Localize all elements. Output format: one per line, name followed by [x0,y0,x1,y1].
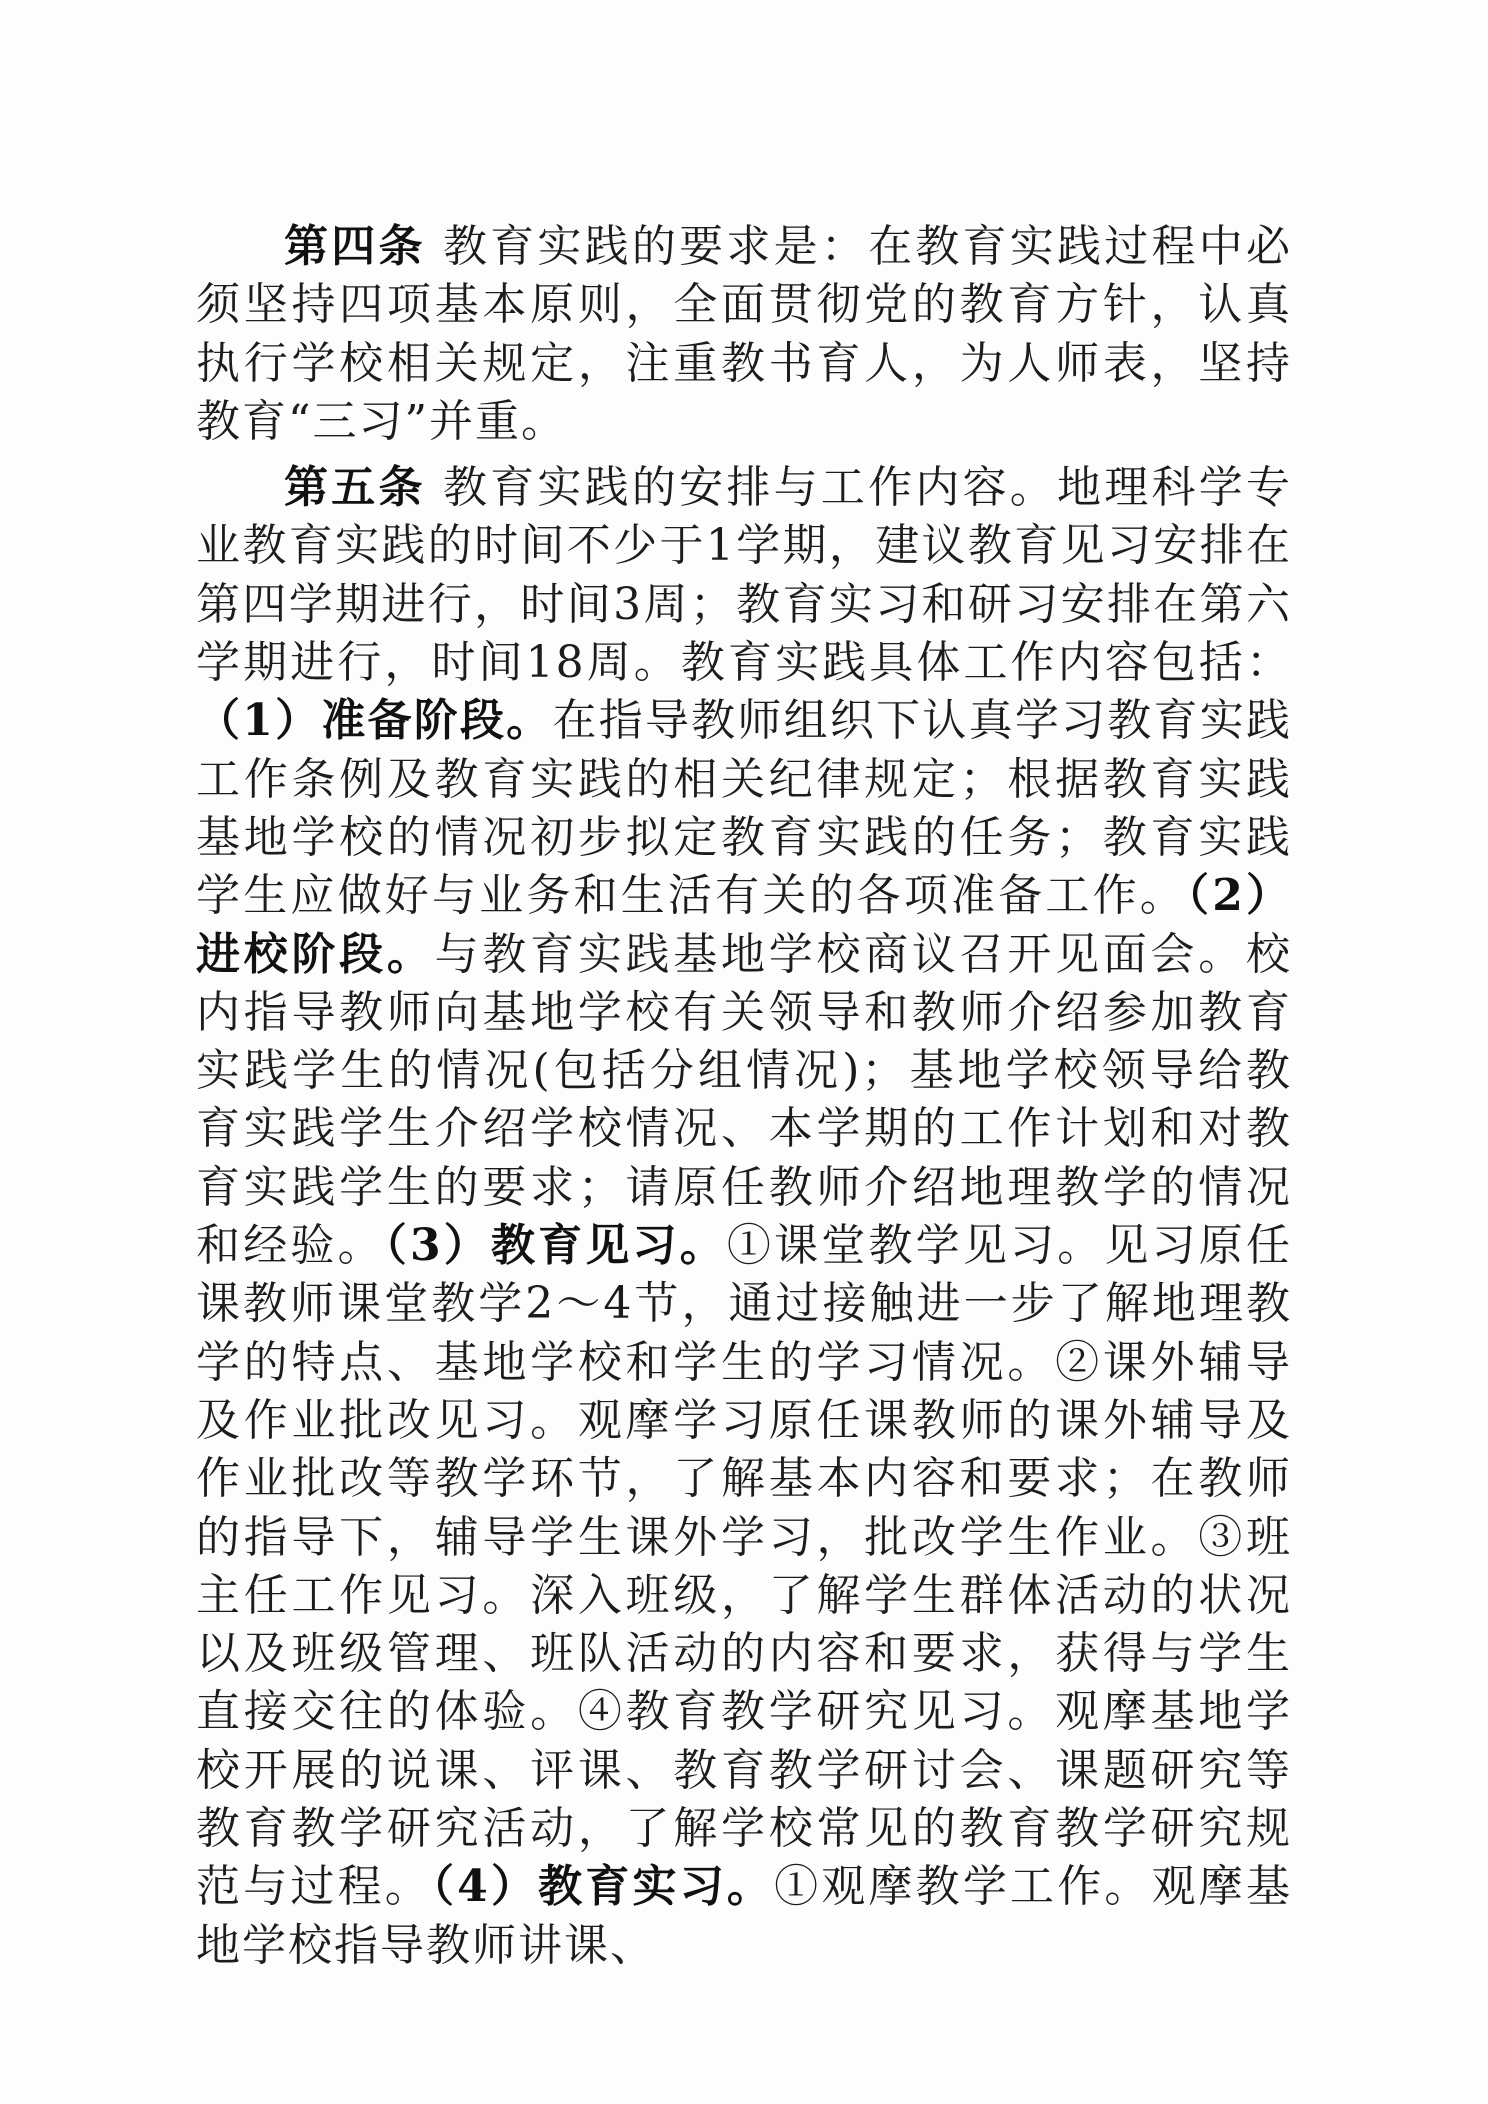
article-5-intro: 教育实践的安排与工作内容。地理科学专业教育实践的时间不少于1学期，建议教育见习安排在第四学期进行，时间3周；教育实习和研习安排在第六学期进行，时间18周。教育实践具体工作内容包括： [196,462,1292,689]
article-5-heading: 第五条 [284,462,426,514]
stage-1-title: （1）准备阶段。 [196,695,553,747]
stage-2-title: （2）进校阶段。 [196,870,1292,980]
stage-4-title: （4）教育实习。 [431,1861,775,1913]
stage-1-text: 在指导教师组织下认真学习教育实践工作条例及教育实践的相关纪律规定；根据教育实践基地学校的情况初步拟定教育实践的任务；教育实践学生应做好与业务和生活有关的各项准备工作。 [196,695,1292,922]
stage-4-text: ①观摩教学工作。观摩基地学校指导教师讲课、 [196,1861,1292,1971]
stage-3-text: ①课堂教学见习。见习原任课教师课堂教学2～4节，通过接触进一步了解地理教学的特点、基地学校和学生的学习情况。②课外辅导及作业批改见习。观摩学习原任课教师的课外辅导及作业批改等教学环节，了解基本内容和要求；在教师的指导下，辅导学生课外学习，批改学生作业。③班主任工作见习。深入班级，了解学生群体活动的状况以及班级管理、班队活动的内容和要求，获得与学生直接交往的体验。④教育教学研究见习。观摩基地学校开展的说课、评课、教育教学研讨会、课题研究等教育教学研究活动，了解学校常见的教育教学研究规范与过程。 [196,1220,1292,1913]
article-4-paragraph [196,218,1292,451]
stage-2-text: 与教育实践基地学校商议召开见面会。校内指导教师向基地学校有关领导和教师介绍参加教育实践学生的情况(包括分组情况)；基地学校领导给教育实践学生介绍学校情况、本学期的工作计划和对教育实践学生的要求；请原任教师介绍地理教学的情况和经验。 [196,928,1293,1272]
article-4-heading: 第四条 [284,221,426,272]
article-5-paragraph [196,459,1292,1975]
stage-3-title: （3）教育见习。 [384,1220,727,1272]
article-4-text: 教育实践的要求是：在教育实践过程中必须坚持四项基本原则，全面贯彻党的教育方针，认真执行学校相关规定，注重教书育人，为人师表，坚持教育“三习”并重。 [196,221,1292,447]
document-body [196,218,1292,1975]
